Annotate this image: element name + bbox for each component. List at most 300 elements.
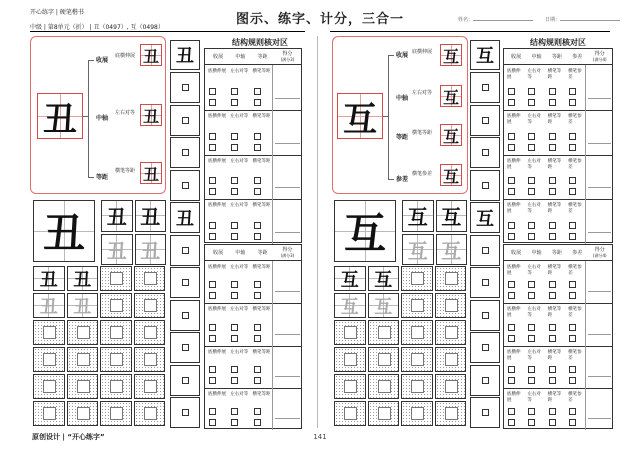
left-strip-checkbox[interactable] [182, 149, 189, 156]
left-rule-checkbox[interactable] [209, 419, 216, 426]
left-rule-checkbox[interactable] [209, 99, 216, 106]
right-practice-cell[interactable] [368, 374, 400, 399]
left-practice-cell[interactable] [100, 320, 132, 345]
left-rule-label: 横笔等距 [252, 349, 271, 355]
left-strip-checkbox[interactable] [182, 117, 189, 124]
right-rule-checkbox[interactable] [508, 408, 515, 415]
right-practice-inner-box [445, 326, 458, 339]
right-rule-checkbox[interactable] [528, 99, 535, 106]
right-practice-cell[interactable] [368, 401, 400, 426]
left-practice-cell[interactable] [67, 401, 99, 426]
right-rule-checkbox[interactable] [549, 222, 556, 229]
right-rule-label: 横笔参差 [568, 391, 582, 403]
right-rule-checkbox[interactable] [569, 335, 576, 342]
right-rule-checkbox[interactable] [569, 99, 576, 106]
right-strip-cell[interactable] [470, 137, 500, 168]
right-practice-cell[interactable] [334, 401, 366, 426]
right-rule-checkbox[interactable] [569, 377, 576, 384]
right-rule-checkbox[interactable] [569, 281, 576, 288]
right-practice-cell[interactable]: 互 [334, 293, 366, 318]
left-strip-cell[interactable] [170, 300, 200, 331]
left-practice-inner-box [110, 326, 123, 339]
left-rule-label: 左右对等 [230, 158, 249, 164]
right-rule-checkbox[interactable] [508, 188, 515, 195]
right-rule-checkbox[interactable] [569, 408, 576, 415]
right-rule-label: 底横伸展 [507, 265, 521, 276]
right-score-line[interactable] [588, 418, 611, 419]
right-practice-cell[interactable] [368, 347, 400, 372]
left-strip-checkbox[interactable] [182, 84, 189, 91]
left-score-line[interactable] [275, 98, 300, 99]
left-score-cell-divider [272, 110, 273, 155]
table-row-divider [205, 199, 301, 200]
right-rule-checkbox[interactable] [549, 99, 556, 106]
left-practice-inner-box [144, 407, 157, 420]
left-practice-cell[interactable] [67, 347, 99, 372]
right-rule-checkbox[interactable] [528, 188, 535, 195]
left-rule-checkbox[interactable] [209, 144, 216, 151]
left-practice-cell[interactable] [33, 374, 65, 399]
right-score-line[interactable] [588, 376, 611, 377]
header-rule-right [330, 31, 610, 32]
right-rule-checkbox[interactable] [528, 177, 535, 184]
right-rule-checkbox[interactable] [549, 188, 556, 195]
left-rule-label: 底横伸展 [208, 158, 226, 164]
right-rule-checkbox[interactable] [569, 324, 576, 331]
left-rule-checkbox[interactable] [254, 281, 261, 288]
right-score-label: 得分 [594, 51, 605, 57]
left-practice-cell[interactable] [67, 320, 99, 345]
right-score-cell-divider [585, 346, 586, 388]
left-score-line[interactable] [275, 232, 300, 233]
left-rule-checkbox[interactable] [254, 335, 261, 342]
left-strip-checkbox[interactable] [182, 279, 189, 286]
left-practice-cell[interactable]: 丑 [33, 293, 65, 318]
left-practice-cell[interactable]: 丑 [101, 234, 133, 266]
right-strip-checkbox[interactable] [482, 377, 489, 384]
left-practice-cell[interactable] [134, 293, 166, 318]
right-practice-inner-box [344, 407, 357, 420]
left-rule-label: 横笔等距 [252, 391, 271, 397]
right-practice-cell[interactable]: 互 [402, 200, 434, 232]
right-strip-checkbox[interactable] [482, 344, 489, 351]
right-rule-checkbox[interactable] [508, 292, 515, 299]
left-rule-checkbox[interactable] [209, 188, 216, 195]
left-practice-cell[interactable]: 丑 [101, 200, 133, 232]
right-strip-cell[interactable] [470, 365, 500, 396]
name-field[interactable] [458, 16, 533, 23]
right-rule-checkbox[interactable] [508, 99, 515, 106]
right-rule-checkbox[interactable] [508, 419, 515, 426]
right-rule-checkbox[interactable] [508, 222, 515, 229]
right-strip-checkbox[interactable] [482, 84, 489, 91]
right-practice-cell[interactable]: 互 [436, 234, 468, 266]
right-rule-checkbox[interactable] [549, 408, 556, 415]
left-rule-label: 左右对等 [230, 349, 249, 355]
left-strip-cell[interactable] [170, 105, 200, 136]
right-score-line[interactable] [588, 334, 611, 335]
right-rule-checkbox[interactable] [528, 281, 535, 288]
right-strip-checkbox[interactable] [482, 247, 489, 254]
right-rule-checkbox[interactable] [549, 133, 556, 140]
left-demo-small-char-3: 丑 [140, 162, 162, 184]
left-practice-inner-box [144, 299, 157, 312]
left-rule-checkbox[interactable] [231, 281, 238, 288]
right-strip-cell[interactable] [470, 300, 500, 331]
left-rule-checkbox[interactable] [254, 88, 261, 95]
table-row-divider [205, 346, 301, 347]
right-rule-checkbox[interactable] [508, 335, 515, 342]
right-demo-small-char-4: 互 [440, 164, 462, 186]
left-rule-checkbox[interactable] [231, 222, 238, 229]
left-rule-checkbox[interactable] [254, 233, 261, 240]
right-strip-cell[interactable] [470, 170, 500, 201]
left-rule-checkbox[interactable] [254, 366, 261, 373]
right-rule-checkbox[interactable] [549, 233, 556, 240]
left-practice-cell[interactable] [33, 347, 65, 372]
left-practice-cell[interactable]: 丑 [135, 200, 167, 232]
right-strip-cell[interactable] [470, 72, 500, 103]
left-practice-cell[interactable] [134, 320, 166, 345]
left-score-line[interactable] [275, 143, 300, 144]
right-practice-cell[interactable]: 互 [436, 200, 468, 232]
right-score-label: 得分 [594, 247, 605, 253]
right-practice-cell[interactable] [401, 266, 433, 291]
right-practice-cell[interactable] [435, 266, 467, 291]
right-rule-checkbox[interactable] [569, 188, 576, 195]
right-rule-label: 横笔等距 [547, 158, 562, 170]
date-label: 日期： [545, 17, 561, 23]
right-practice-cell[interactable] [334, 320, 366, 345]
right-strip-cell[interactable] [470, 105, 500, 136]
left-rule-checkbox[interactable] [209, 88, 216, 95]
left-score-line[interactable] [275, 376, 300, 377]
right-rule-checkbox[interactable] [528, 366, 535, 373]
left-strip-cell[interactable] [170, 365, 200, 396]
right-strip-checkbox[interactable] [482, 149, 489, 156]
left-checklist-table [204, 244, 302, 429]
left-rule-checkbox[interactable] [254, 292, 261, 299]
right-practice-cell[interactable] [368, 320, 400, 345]
right-score-line[interactable] [588, 143, 611, 144]
left-rule-label: 底横伸展 [208, 69, 226, 74]
left-practice-cell[interactable] [134, 347, 166, 372]
right-rule-checkbox[interactable] [528, 335, 535, 342]
right-rule-checkbox[interactable] [528, 292, 535, 299]
right-rule-checkbox[interactable] [508, 144, 515, 151]
right-rule-checkbox[interactable] [569, 177, 576, 184]
left-strip-cell[interactable] [170, 170, 200, 201]
left-score-cell-divider [272, 303, 273, 345]
left-rule-checkbox[interactable] [231, 335, 238, 342]
left-practice-cell[interactable] [134, 266, 166, 291]
right-rule-checkbox[interactable] [569, 366, 576, 373]
right-practice-cell[interactable] [401, 293, 433, 318]
left-score-sub: (满分3) [280, 253, 295, 258]
right-practice-cell[interactable] [435, 320, 467, 345]
left-table-header-2: 中轴 [235, 54, 246, 60]
left-rule-checkbox[interactable] [209, 177, 216, 184]
right-rule-checkbox[interactable] [528, 233, 535, 240]
left-rule-checkbox[interactable] [231, 233, 238, 240]
left-rule-checkbox[interactable] [254, 144, 261, 151]
left-rule-checkbox[interactable] [254, 408, 261, 415]
left-strip-checkbox[interactable] [182, 247, 189, 254]
right-practice-cell[interactable] [401, 401, 433, 426]
right-table-header-4: 参差 [572, 54, 583, 60]
left-rule-checkbox[interactable] [231, 419, 238, 426]
left-demo-small-char-1: 丑 [140, 44, 162, 66]
right-practice-inner-box [411, 407, 424, 420]
right-rule-label: 横笔参差 [568, 265, 582, 276]
table-divider [205, 64, 301, 65]
table-row-divider [205, 155, 301, 156]
left-strip-checkbox[interactable] [182, 312, 189, 319]
right-rule-checkbox[interactable] [549, 281, 556, 288]
left-strip-cell[interactable] [170, 332, 200, 363]
right-score-line[interactable] [588, 232, 611, 233]
left-score-cell-divider [272, 346, 273, 388]
left-rule-checkbox[interactable] [231, 324, 238, 331]
right-practice-inner-box [445, 380, 458, 393]
left-rule-checkbox[interactable] [231, 133, 238, 140]
right-rule-checkbox[interactable] [549, 377, 556, 384]
right-demo-small-char-3: 互 [440, 124, 462, 146]
right-rule-checkbox[interactable] [569, 292, 576, 299]
right-strip-cell[interactable] [470, 397, 500, 428]
left-demo-label-2: 中轴 [96, 115, 109, 122]
table-row-divider [504, 303, 612, 304]
left-rule-checkbox[interactable] [209, 222, 216, 229]
left-strip-cell[interactable] [170, 235, 200, 266]
right-score-sub: (满分4) [592, 57, 607, 62]
left-practice-inner-box [144, 272, 157, 285]
left-demo-label-1: 收展 [96, 57, 109, 64]
left-practice-cell[interactable] [33, 320, 65, 345]
right-rule-checkbox[interactable] [569, 419, 576, 426]
left-strip-cell[interactable] [170, 267, 200, 298]
right-rule-checkbox[interactable] [549, 324, 556, 331]
left-practice-inner-box [43, 326, 56, 339]
left-score-cell-divider [272, 155, 273, 200]
left-practice-cell[interactable] [100, 401, 132, 426]
right-score-line[interactable] [588, 187, 611, 188]
right-practice-cell[interactable] [435, 401, 467, 426]
left-rule-checkbox[interactable] [209, 292, 216, 299]
left-strip-checkbox[interactable] [182, 182, 189, 189]
right-practice-inner-box [445, 299, 458, 312]
right-practice-cell[interactable] [435, 293, 467, 318]
right-practice-cell[interactable] [435, 374, 467, 399]
right-rule-label: 左右对等 [527, 265, 541, 276]
left-practice-cell[interactable] [134, 401, 166, 426]
right-rule-checkbox[interactable] [508, 177, 515, 184]
right-demo-small-char-2: 互 [440, 85, 462, 107]
right-rule-checkbox[interactable] [508, 377, 515, 384]
right-strip-cell[interactable] [470, 235, 500, 266]
left-rule-checkbox[interactable] [209, 408, 216, 415]
right-rule-checkbox[interactable] [569, 233, 576, 240]
right-rule-checkbox[interactable] [549, 366, 556, 373]
left-rule-checkbox[interactable] [254, 222, 261, 229]
right-practice-cell[interactable] [401, 347, 433, 372]
right-practice-cell[interactable] [435, 347, 467, 372]
left-rule-checkbox[interactable] [231, 408, 238, 415]
right-practice-cell[interactable] [334, 374, 366, 399]
left-rule-checkbox[interactable] [254, 377, 261, 384]
right-rule-label: 横笔等距 [547, 69, 562, 80]
left-demo-label-3: 等距 [96, 174, 109, 181]
right-rule-checkbox[interactable] [569, 144, 576, 151]
right-rule-checkbox[interactable] [528, 377, 535, 384]
left-rule-checkbox[interactable] [231, 177, 238, 184]
left-practice-inner-box [110, 353, 123, 366]
right-strip-cell[interactable] [470, 267, 500, 298]
left-practice-cell[interactable] [100, 347, 132, 372]
right-rule-checkbox[interactable] [528, 419, 535, 426]
right-rule-checkbox[interactable] [549, 177, 556, 184]
right-practice-cell[interactable] [401, 320, 433, 345]
right-practice-inner-box [411, 299, 424, 312]
right-strip-checkbox[interactable] [482, 409, 489, 416]
left-score-cell-divider [272, 261, 273, 303]
left-rule-checkbox[interactable] [231, 144, 238, 151]
right-practice-inner-box [378, 380, 391, 393]
left-rule-checkbox[interactable] [209, 233, 216, 240]
left-rule-checkbox[interactable] [254, 99, 261, 106]
right-demo-annotation-4: 横笔参差 [412, 171, 433, 177]
right-strip-cell[interactable] [470, 332, 500, 363]
right-rule-checkbox[interactable] [549, 88, 556, 95]
right-rule-checkbox[interactable] [528, 133, 535, 140]
right-strip-model-char-2: 互 [470, 202, 500, 233]
left-strip-cell[interactable] [170, 137, 200, 168]
right-rule-label: 底横伸展 [507, 349, 521, 361]
footer-credit: 原创设计 | “开心练字” [32, 433, 105, 441]
left-rule-checkbox[interactable] [209, 335, 216, 342]
left-rule-checkbox[interactable] [254, 188, 261, 195]
table-row-divider [504, 346, 612, 347]
right-rule-checkbox[interactable] [508, 233, 515, 240]
left-rule-checkbox[interactable] [254, 177, 261, 184]
left-practice-cell[interactable] [100, 374, 132, 399]
table-divider [205, 260, 301, 261]
right-score-cell-divider [585, 110, 586, 155]
right-rule-checkbox[interactable] [569, 222, 576, 229]
right-strip-checkbox[interactable] [482, 312, 489, 319]
right-rule-checkbox[interactable] [528, 324, 535, 331]
right-practice-cell[interactable]: 互 [334, 266, 366, 291]
right-rule-checkbox[interactable] [569, 133, 576, 140]
left-rule-checkbox[interactable] [231, 292, 238, 299]
left-rule-checkbox[interactable] [209, 281, 216, 288]
right-rule-checkbox[interactable] [508, 324, 515, 331]
right-rule-checkbox[interactable] [508, 133, 515, 140]
right-rule-checkbox[interactable] [508, 88, 515, 95]
left-practice-cell[interactable]: 丑 [33, 266, 65, 291]
left-score-line[interactable] [275, 187, 300, 188]
right-practice-inner-box [344, 380, 357, 393]
right-rule-checkbox[interactable] [569, 88, 576, 95]
right-practice-inner-box [378, 353, 391, 366]
date-field[interactable] [545, 16, 620, 23]
right-rule-checkbox[interactable] [528, 144, 535, 151]
right-rule-checkbox[interactable] [508, 366, 515, 373]
right-rule-label: 底横伸展 [507, 113, 521, 125]
right-rule-checkbox[interactable] [508, 281, 515, 288]
right-practice-cell[interactable]: 互 [368, 266, 400, 291]
left-strip-checkbox[interactable] [182, 344, 189, 351]
left-practice-cell[interactable] [134, 374, 166, 399]
right-strip-checkbox[interactable] [482, 117, 489, 124]
left-rule-checkbox[interactable] [231, 188, 238, 195]
left-strip-checkbox[interactable] [182, 377, 189, 384]
left-practice-cell[interactable] [33, 401, 65, 426]
right-rule-checkbox[interactable] [549, 335, 556, 342]
right-rule-label: 左右对等 [527, 391, 541, 403]
left-rule-checkbox[interactable] [209, 133, 216, 140]
left-strip-checkbox[interactable] [182, 409, 189, 416]
right-score-cell-divider [585, 261, 586, 303]
right-strip-checkbox[interactable] [482, 279, 489, 286]
right-strip-checkbox[interactable] [482, 182, 489, 189]
left-practice-cell[interactable]: 丑 [135, 234, 167, 266]
table-row-divider [504, 199, 612, 200]
left-rule-label: 横笔等距 [252, 69, 271, 74]
right-rule-checkbox[interactable] [528, 88, 535, 95]
right-score-line[interactable] [588, 98, 611, 99]
right-practice-cell[interactable]: 互 [368, 293, 400, 318]
right-practice-cell[interactable]: 互 [402, 234, 434, 266]
right-rule-checkbox[interactable] [549, 292, 556, 299]
left-rule-checkbox[interactable] [254, 419, 261, 426]
left-rule-checkbox[interactable] [254, 324, 261, 331]
left-practice-cell[interactable]: 丑 [67, 293, 99, 318]
left-practice-inner-box [77, 407, 90, 420]
right-rule-label: 横笔等距 [547, 203, 562, 215]
right-rule-checkbox[interactable] [528, 408, 535, 415]
left-practice-cell[interactable]: 丑 [67, 266, 99, 291]
left-rule-checkbox[interactable] [209, 324, 216, 331]
left-strip-cell[interactable] [170, 397, 200, 428]
right-practice-cell[interactable] [401, 374, 433, 399]
left-practice-inner-box [77, 326, 90, 339]
left-practice-cell[interactable] [100, 266, 132, 291]
right-rule-checkbox[interactable] [549, 144, 556, 151]
right-rule-checkbox[interactable] [549, 419, 556, 426]
left-practice-cell[interactable] [67, 374, 99, 399]
left-rule-checkbox[interactable] [231, 88, 238, 95]
left-strip-cell[interactable] [170, 72, 200, 103]
left-rule-checkbox[interactable] [231, 377, 238, 384]
left-rule-checkbox[interactable] [209, 366, 216, 373]
left-score-line[interactable] [275, 291, 300, 292]
left-score-line[interactable] [275, 418, 300, 419]
left-rule-checkbox[interactable] [209, 377, 216, 384]
left-rule-checkbox[interactable] [231, 366, 238, 373]
right-rule-checkbox[interactable] [528, 222, 535, 229]
left-rule-label: 左右对等 [230, 69, 249, 74]
right-score-line[interactable] [588, 291, 611, 292]
left-rule-checkbox[interactable] [254, 133, 261, 140]
left-score-line[interactable] [275, 334, 300, 335]
left-practice-cell[interactable] [100, 293, 132, 318]
right-score-cell-divider [585, 199, 586, 244]
right-rule-label: 横笔等距 [547, 391, 562, 403]
right-practice-cell[interactable] [334, 347, 366, 372]
right-demo-connector [383, 116, 388, 117]
left-rule-checkbox[interactable] [231, 99, 238, 106]
